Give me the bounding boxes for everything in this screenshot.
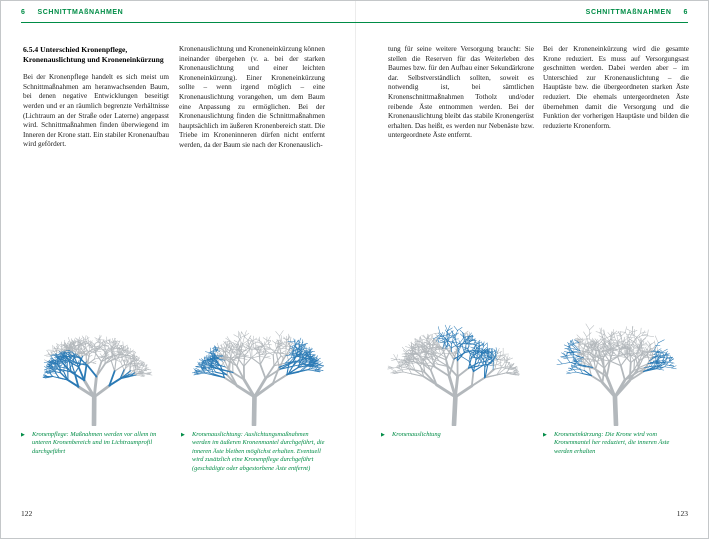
figure-kroneneinkuerzung — [543, 263, 689, 456]
running-title-right: SCHNITTMAßNAHMEN — [585, 9, 672, 16]
figure-caption — [181, 431, 327, 473]
tree-illustration-kronenauslichtung-2 — [384, 263, 524, 426]
triangle-marker-icon: ▶ — [21, 432, 25, 438]
header-rule — [21, 22, 688, 23]
tree-illustration-kroneneinkuerzung — [546, 263, 686, 426]
body-text: Kronenauslichtung und Kroneneinkürzung können ineinander übergehen (v. a. bei der starken Kronenauslichtung und einer leichten Kroneneinkürzung). Einer Kroneneinkürzung sollte – wenn irgend möglich – eine Kronenauslichtung vorangehen, um dem Baum eine Anpassung zu ermöglichen. Bei der Kronenauslichtung finden die Schnittmaßnahmen hauptsächlich im äußeren Kronenbereich statt. Die Triebe im Kroneninneren dürfen nicht entfernt werden, da der Baum sie nach der Kronenauslich- — [179, 45, 325, 149]
tree-illustration-kronenpflege — [24, 263, 164, 426]
figure-caption-text: Kroneneinkürzung: Die Krone wird vom Kronenmantel her reduziert, die inneren Äste werden erhalten — [554, 431, 670, 455]
section-heading: 6.5.4 Unterschied Kronenpflege, Kronenauslichtung und Kroneneinkürzung — [23, 45, 164, 64]
figure-caption — [21, 431, 167, 456]
figure-caption-text: Kronenauslichtung — [392, 431, 441, 438]
triangle-marker-icon: ▶ — [181, 432, 185, 438]
figure-kronenauslichtung-2 — [381, 263, 527, 439]
figure-caption-text: Kronenpflege: Maßnahmen werden vor allem im unteren Kronenbereich und im Lichtraumprofil durchgeführt — [32, 431, 157, 455]
text-column-3 — [388, 45, 534, 141]
page-fold-line — [355, 1, 356, 538]
text-column-1 — [23, 45, 169, 150]
figure-kronenpflege — [21, 263, 167, 456]
text-column-4 — [543, 45, 689, 131]
triangle-marker-icon: ▶ — [381, 432, 385, 438]
running-head-right — [586, 9, 688, 16]
triangle-marker-icon: ▶ — [543, 432, 547, 438]
tree-illustration-kronenauslichtung-1 — [184, 263, 324, 426]
chapter-number-right: 6 — [683, 9, 688, 16]
running-head-left — [21, 9, 123, 16]
body-text: tung für seine weitere Versorgung braucht: Sie stellen die Reserven für das Weiterleben des Baumes bzw. für den Aufbau einer Sekundärkrone dar. Selbstverständlich sollten, soweit es notwendig ist, bei sämtlichen Kronenschnittmaßnahmen Totholz und/oder reibende Äste entnommen werden. Bei der Kronenauslichtung bleibt das stabile Kronengerüst erhalten. Das heißt, es werden nur Nebenäste bzw. untergeordnete Äste entfernt. — [388, 45, 534, 140]
running-title-left: SCHNITTMAßNAHMEN — [37, 9, 124, 16]
figure-kronenauslichtung-1 — [181, 263, 327, 473]
chapter-number-left: 6 — [21, 9, 26, 16]
figure-caption — [543, 431, 689, 456]
body-text: Bei der Kronenpflege handelt es sich meist um Schnittmaßnahmen am heranwachsenden Baum, bei denen negative Entwicklungen beseitigt werden und er an räumlich begrenzte Verhältnisse (Lichtraum an der Straße oder Laterne) angepasst wird. Schnittmaßnahmen finden überwiegend im Inneren der Krone statt. Ein stabiler Kronenaufbau wird gefördert. — [23, 73, 169, 149]
body-text: Bei der Kroneneinkürzung wird die gesamte Krone reduziert. Es muss auf Versorgungsast geschnitten werden. Dabei werden aber – im Unterschied zur Kronenauslichtung – die Hauptäste bzw. die übergeordneten starken Äste reduziert. Die ehemals untergeordneten Äste übernehmen damit die Versorgung und die Funktion der vorherigen Hauptäste und bilden die reduzierte Kronenform. — [543, 45, 689, 130]
page-number-left: 122 — [21, 509, 33, 518]
text-column-2 — [179, 45, 325, 151]
figure-caption-text: Kronenauslichtung: Auslichtungsmaßnahmen werden im äußeren Kronenmantel durchgeführt, die inneren Äste bleiben möglichst erhalten. Eventuell wird zusätzlich eine Kronenpflege durchgeführt (geschädigte oder abgestorbene Äste entfernt) — [192, 431, 325, 472]
page-number-right: 123 — [676, 509, 688, 518]
figure-caption — [381, 431, 527, 439]
running-head — [21, 9, 688, 16]
